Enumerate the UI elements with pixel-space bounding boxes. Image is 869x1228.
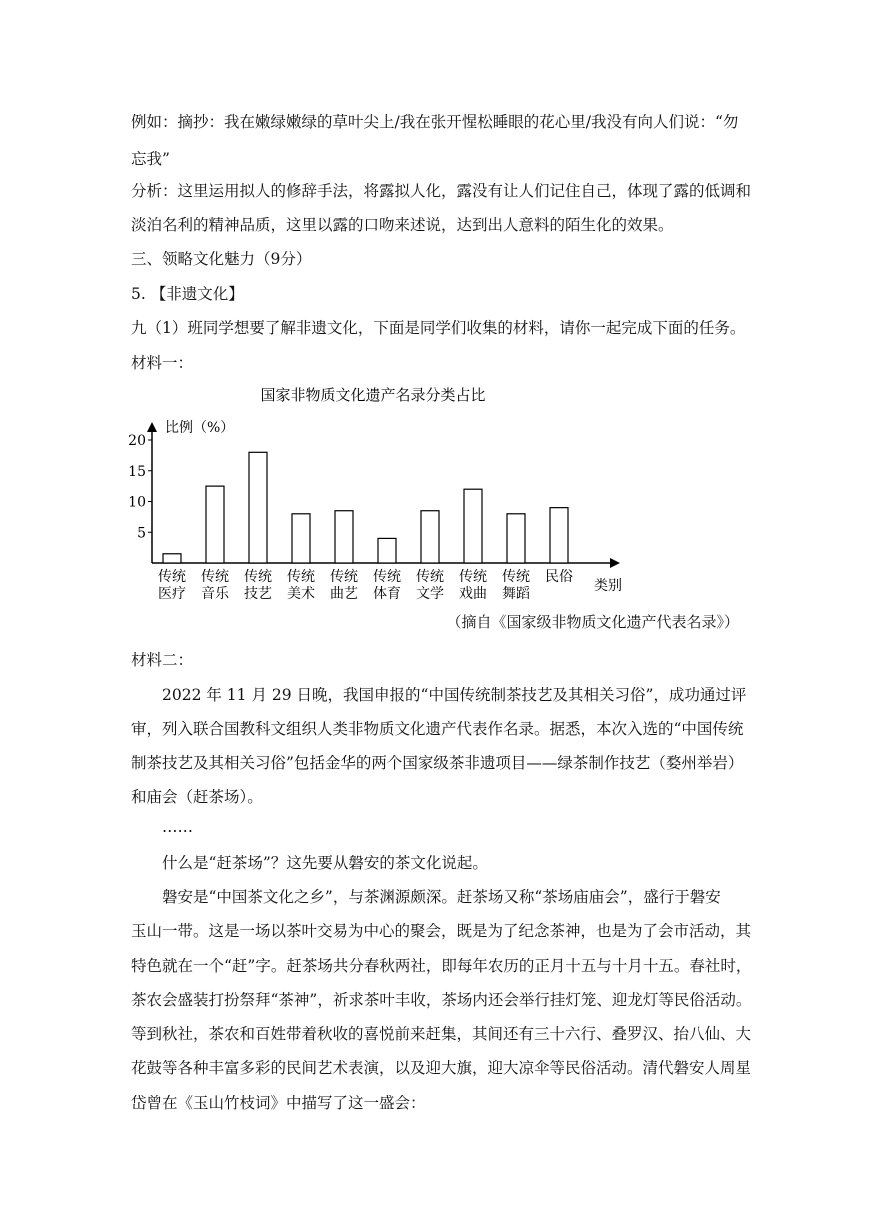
category-label: 传统 (330, 569, 358, 585)
paragraph-3-line-5: 等到秋社，茶农和百姓带着秋收的喜悦前来赶集，其间还有三十六行、叠罗汉、抬八仙、大 (131, 1025, 752, 1043)
bar (550, 508, 568, 563)
category-label: 医疗 (158, 586, 186, 602)
bar-chart-svg (128, 380, 628, 602)
analysis-line-1: 分析：这里运用拟人的修辞手法，将露拟人化，露没有让人们记住自己，体现了露的低调和 (131, 182, 752, 200)
example-line-2: 忘我” (131, 150, 170, 168)
paragraph-3-line-4: 茶农会盛装打扮祭拜“茶神”，祈求茶叶丰收，茶场内还会举行挂灯笼、迎龙灯等民俗活动。 (131, 991, 752, 1009)
y-axis-arrow (147, 422, 157, 432)
paragraph-1-line-3: 制茶技艺及其相关习俗”包括金华的两个国家级茶非遗项目——绿茶制作技艺（婺州举岩） (131, 754, 744, 772)
chart-bars (163, 452, 568, 563)
bar (249, 452, 267, 563)
category-label: 传统 (287, 569, 315, 585)
category-label: 舞蹈 (502, 586, 530, 602)
category-label: 体育 (373, 586, 401, 602)
chart-title: 国家非物质文化遗产名录分类占比 (260, 386, 486, 404)
paragraph-3-line-1: 磐安是“中国茶文化之乡”，与茶渊源颇深。赶茶场又称“茶场庙庙会”，盛行于磐安 (162, 888, 721, 906)
material-1-label: 材料一： (131, 354, 194, 372)
section-heading: 三、领略文化魅力（9分） (131, 250, 312, 268)
category-label: 传统 (373, 569, 401, 585)
paragraph-2: 什么是“赶茶场”？这先要从磐安的茶文化说起。 (162, 854, 488, 872)
y-tick-label: 15 (128, 463, 146, 480)
paragraph-1-line-1: 2022 年 11 月 29 日晚，我国申报的“中国传统制茶技艺及其相关习俗”，成功通过评 (162, 686, 747, 704)
paragraph-3-line-2: 玉山一带。这是一场以茶叶交易为中心的聚会，既是为了纪念茶神，也是为了会市活动，其 (131, 922, 752, 940)
paragraph-1-line-2: 审，列入联合国教科文组织人类非物质文化遗产代表作名录。据悉，本次入选的“中国传统 (131, 720, 744, 738)
paragraph-1-line-4: 和庙会（赶茶场）。 (131, 788, 263, 806)
category-label: 曲艺 (330, 586, 358, 602)
y-axis-label: 比例（%） (165, 420, 235, 436)
x-axis-label: 类别 (594, 578, 622, 594)
bar (292, 514, 310, 563)
bar (163, 554, 181, 563)
category-label: 传统 (244, 569, 272, 585)
category-label: 传统 (201, 569, 229, 585)
chart-y-ticks (128, 433, 152, 541)
category-label: 传统 (416, 569, 444, 585)
ellipsis: …… (162, 818, 193, 836)
bar (464, 489, 482, 563)
y-tick-label: 5 (137, 525, 146, 542)
category-label: 音乐 (201, 586, 229, 602)
paragraph-3-line-3: 特色就在一个“赶”字。赶茶场共分春秋两社，即每年农历的正月十五与十月十五。春社时， (131, 957, 752, 975)
category-label: 戏曲 (459, 586, 487, 602)
question-intro: 九（1）班同学想要了解非遗文化，下面是同学们收集的材料，请你一起完成下面的任务。 (131, 319, 746, 337)
y-tick-label: 10 (128, 494, 146, 511)
question-5-heading: 5. 【非遗文化】 (131, 285, 244, 303)
paragraph-3-line-6: 花鼓等各种丰富多彩的民间艺术表演，以及迎大旗，迎大凉伞等民俗活动。清代磐安人周星 (131, 1059, 752, 1077)
category-label: 文学 (416, 586, 444, 602)
category-label: 传统 (158, 569, 186, 585)
material-2-label: 材料二： (131, 651, 194, 669)
category-label: 技艺 (244, 586, 272, 602)
chart-categories (158, 569, 573, 602)
x-axis-arrow (610, 558, 620, 568)
category-label: 民俗 (545, 569, 573, 585)
analysis-line-2: 淡泊名利的精神品质，这里以露的口吻来述说，达到出人意料的陌生化的效果。 (131, 216, 674, 234)
bar (335, 511, 353, 563)
bar (421, 511, 439, 563)
bar (206, 486, 224, 563)
bar-chart (128, 380, 628, 602)
category-label: 美术 (287, 586, 315, 602)
category-label: 传统 (502, 569, 530, 585)
chart-source: （摘自《国家级非物质文化遗产代表名录》） (446, 613, 739, 631)
example-line-1: 例如：摘抄：我在嫩绿嫩绿的草叶尖上/我在张开惺松睡眼的花心里/我没有向人们说：“勿 (131, 113, 739, 131)
paragraph-3-line-7: 岱曾在《玉山竹枝词》中描写了这一盛会： (131, 1094, 426, 1112)
bar (378, 538, 396, 563)
bar (507, 514, 525, 563)
y-tick-label: 20 (128, 433, 146, 449)
category-label: 传统 (459, 569, 487, 585)
